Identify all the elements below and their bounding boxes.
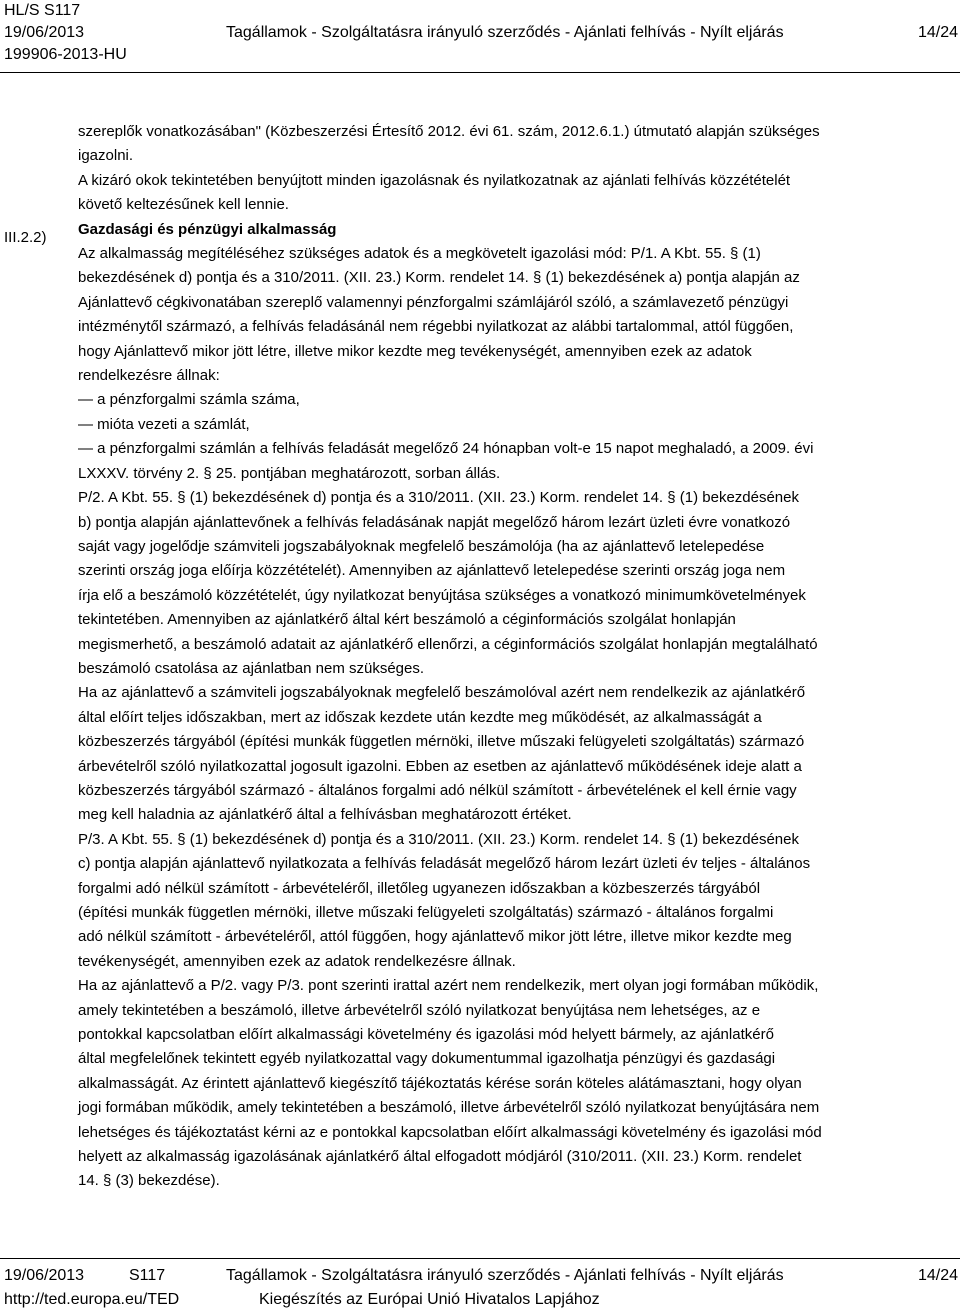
footer-date: 19/06/2013 — [4, 1267, 85, 1284]
doc-number: 199906-2013-HU — [4, 46, 127, 63]
body-line: közbeszerzés tárgyából származó - általános forgalmi adó nélkül számított - árbevételének el kell érnie vagy — [78, 781, 797, 799]
footer-divider — [0, 1258, 960, 1259]
section-title: Gazdasági és pénzügyi alkalmasság — [78, 220, 337, 238]
text-line: igazolni. — [78, 147, 134, 165]
footer-row-1 — [4, 1264, 958, 1288]
header-row-3 — [4, 44, 958, 66]
body-line: Ajánlattevő cégkivonatában szereplő valamennyi pénzforgalmi számlájáról szóló, a számlavezető pénzügyi — [78, 293, 789, 311]
body-line: — mióta vezeti a számlát, — [78, 415, 250, 433]
body-line: P/2. A Kbt. 55. § (1) bekezdésének d) pontja és a 310/2011. (XII. 23.) Korm. rendelet 14. § (1) bekezdésének — [78, 489, 799, 507]
body-line: hogy Ajánlattevő mikor jött létre, illetve mikor kezdte meg tevékenységét, amennyiben ezek az adatok — [78, 342, 752, 360]
doc-code: HL/S S117 — [4, 2, 81, 19]
body-line: tekintetében. Amennyiben az ajánlatkérő által kért beszámoló a céginformációs szolgálat honlapján — [78, 611, 736, 629]
section-id: III.2.2) — [4, 229, 47, 246]
body-line: helyett az alkalmasság igazolásának ajánlatkérő által elfogadott módjáról (310/2011. (XII. 23.) Korm. rendelet — [78, 1148, 802, 1166]
body-line: által megfelelőnek tekintett egyéb nyilatkozattal vagy dokumentummal igazolhatja pénzügyi és gazdasági — [78, 1050, 776, 1068]
text-line: szereplők vonatkozásában" (Közbeszerzési Értesítő 2012. évi 61. szám, 2012.6.1.) útmutató alapján szükséges — [78, 123, 820, 140]
body-line: saját vagy jogelődje számviteli jogszabályoknak megfelelő beszámolója (ha az ajánlattevő letelepedése — [78, 537, 765, 555]
body-line: által előírt teljes időszakban, mert az időszak kezdete után kezdte meg működését, az alkalmasságát a — [78, 708, 762, 726]
body-line: 14. § (3) bekezdése). — [78, 1172, 220, 1190]
body-line: LXXXV. törvény 2. § 25. pontjában meghatározott, sorban állás. — [78, 464, 501, 482]
body-line: tevékenységét, amennyiben ezek az adatok rendelkezésre állnak. — [78, 952, 516, 970]
body-line: lehetséges és tájékoztatást kérni az e pontokkal kapcsolatban előírt alkalmassági követelmény és igazolási mód — [78, 1123, 822, 1141]
footer-page-number: 14/24 — [917, 1267, 958, 1284]
body-line: beszámoló csatolása az ajánlatban nem szükséges. — [78, 659, 425, 677]
body-line: rendelkezésre állnak: — [78, 367, 220, 385]
body-line: adó nélkül számított - árbevételéről, attól függően, hogy ajánlattevő mikor jött létre, illetve mikor kezdte meg — [78, 928, 792, 946]
footer-row-2 — [4, 1288, 958, 1312]
body-line: forgalmi adó nélkül számított - árbevételéről, illetőleg ugyanezen időszakban a közbeszerzés tárgyából — [78, 879, 761, 897]
text-line: A kizáró okok tekintetében benyújtott minden igazolásnak és nyilatkozatnak az ajánlati felhívás közzétételét — [78, 171, 791, 189]
body-line: szerinti ország joga előírja közzétételét). Amennyiben az ajánlattevő letelepedése szerinti ország joga nem — [78, 562, 786, 580]
page-header — [4, 0, 958, 66]
body-line: (építési munkák független mérnöki, illetve műszaki felügyeleti szolgáltatás) származó - általános forgalmi — [78, 904, 774, 921]
footer-title: Tagállamok - Szolgáltatásra irányuló szerződés - Ajánlati felhívás - Nyílt eljárás — [226, 1267, 784, 1284]
body-line: Ha az ajánlattevő a számviteli jogszabályoknak megfelelő beszámolóval azért nem rendelkezik az ajánlatkérő — [78, 684, 806, 702]
body-line: pontokkal kapcsolatban előírt alkalmassági követelmény és igazolási mód helyett bármely, az ajánlatkérő — [78, 1026, 774, 1044]
body-line: Ha az ajánlattevő a P/2. vagy P/3. pont szerinti irattal azért nem rendelkezik, mert olyan jogi formában működik, — [78, 977, 819, 995]
body-line: — a pénzforgalmi számlán a felhívás feladását megelőző 24 hónapban volt-e 15 napot meghaladó, a 2009. évi — [78, 440, 814, 458]
body-line: bekezdésének d) pontja és a 310/2011. (XII. 23.) Korm. rendelet 14. § (1) bekezdésének a) pontja alapján az — [78, 269, 800, 287]
body-line: jogi formában működik, amely tekintetében a beszámoló, illetve árbevételről szóló nyilatkozat benyújtására nem — [78, 1099, 820, 1117]
body-line: b) pontja alapján ajánlattevőnek a felhívás feladásának napját megelőző három lezárt üzleti évre vonatkozó — [78, 513, 791, 531]
header-row-2 — [4, 22, 958, 44]
text-line: követő keltezésűnek kell lennie. — [78, 196, 289, 214]
body-line: írja elő a beszámoló közzétételét, úgy nyilatkozat benyújtása szükséges a vonatkozó minimumkövetelmények — [78, 586, 806, 604]
body-line: Az alkalmasság megítéléséhez szükséges adatok és a megkövetelt igazolási mód: P/1. A Kbt. 55. § (1) — [78, 245, 761, 263]
body-line: P/3. A Kbt. 55. § (1) bekezdésének d) pontja és a 310/2011. (XII. 23.) Korm. rendelet 14. § (1) bekezdésének — [78, 830, 799, 848]
footer-url-link[interactable]: http://ted.europa.eu/TED — [4, 1291, 180, 1308]
body-line: — a pénzforgalmi számla száma, — [78, 391, 300, 409]
header-divider — [0, 72, 960, 73]
header-row-1 — [4, 0, 958, 22]
body-line: c) pontja alapján ajánlattevő nyilatkozata a felhívás feladását megelőző három lezárt üzleti év teljes - általános — [78, 855, 811, 873]
main-content — [78, 120, 958, 1194]
header-page-number: 14/24 — [917, 24, 958, 41]
page-footer — [4, 1264, 958, 1312]
footer-publisher: Kiegészítés az Európai Unió Hivatalos Lapjához — [259, 1291, 600, 1308]
footer-code: S117 — [129, 1267, 166, 1284]
header-title: Tagállamok - Szolgáltatásra irányuló szerződés - Ajánlati felhívás - Nyílt eljárás — [226, 24, 784, 41]
body-line: meg kell haladnia az ajánlatkérő által a felhívásban meghatározott értéket. — [78, 806, 572, 824]
body-line: amely tekintetében a beszámoló, illetve árbevételről szóló nyilatkozat benyújtása nem lehetséges, az e — [78, 1001, 761, 1019]
header-date: 19/06/2013 — [4, 24, 85, 41]
body-line: közbeszerzés tárgyából (építési munkák független mérnöki, illetve műszaki felügyeleti szolgáltatás) származó — [78, 733, 805, 751]
body-line: megismerhető, a beszámoló adatait az ajánlatkérő ellenőrzi, a céginformációs szolgálat honlapján megtalálható — [78, 635, 818, 653]
body-line: alkalmasságát. Az érintett ajánlattevő kiegészítő tájékoztatás kérése során köteles alátámasztani, hogy olyan — [78, 1074, 802, 1092]
body-line: árbevételről szóló nyilatkozattal jogosult igazolni. Ebben az esetben az ajánlattevő működésének ideje alatt a — [78, 757, 802, 775]
body-line: intézménytől származó, a felhívás feladásánál nem régebbi nyilatkozat az alábbi tartalommal, attól függően, — [78, 318, 794, 336]
